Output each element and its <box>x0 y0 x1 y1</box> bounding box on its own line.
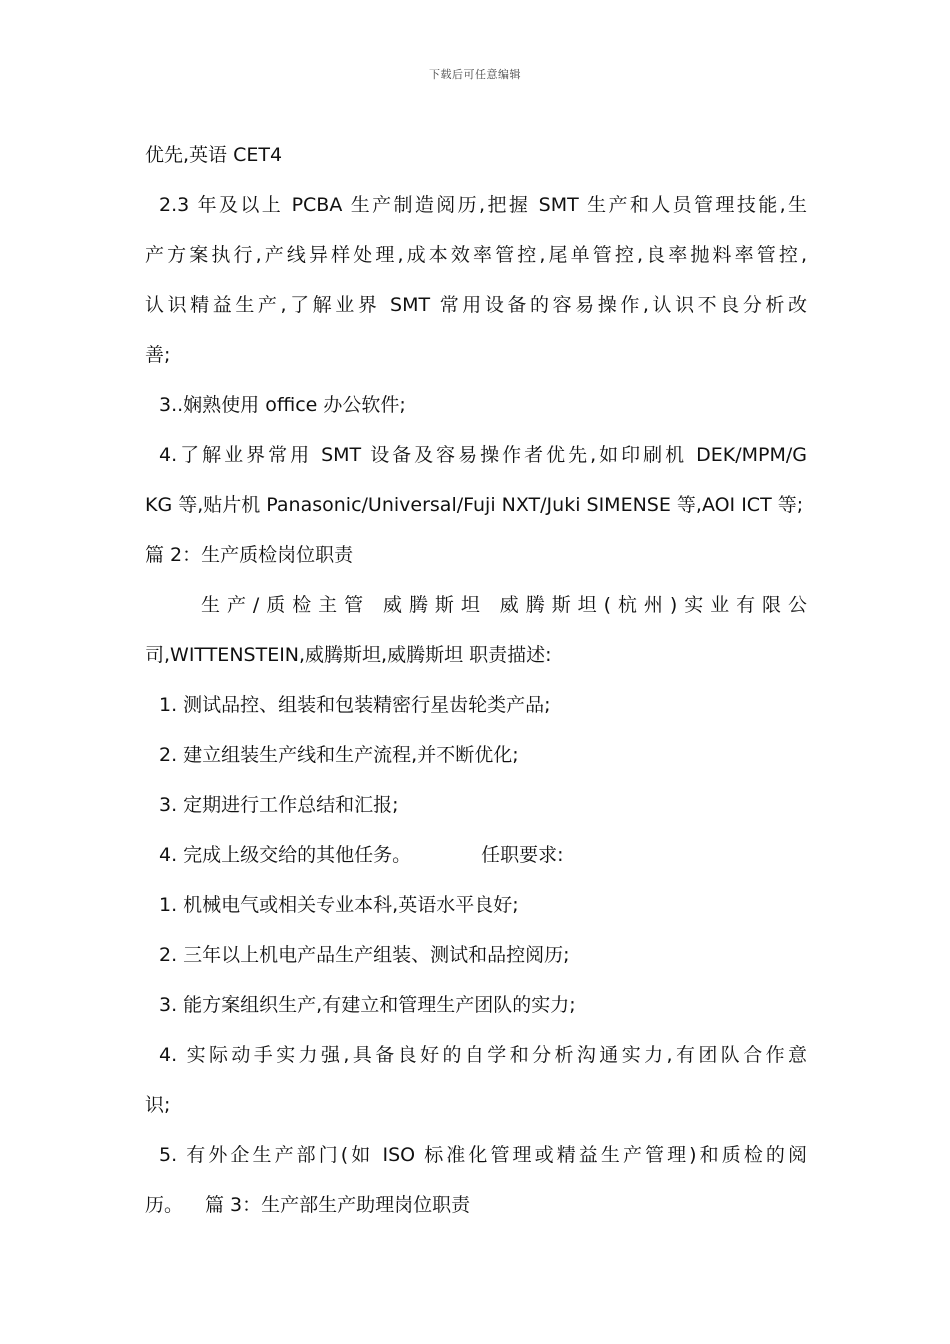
requirement-item-4: 4. 实际动手实力强,具备良好的自学和分析沟通实力,有团队合作意 <box>159 1044 807 1066</box>
text-line-3: 产方案执行,产线异样处理,成本效率管控,尾单管控,良率抛料率管控, <box>145 244 807 266</box>
text-line-4: 认识精益生产,了解业界 SMT 常用设备的容易操作,认识不良分析改 <box>145 294 807 316</box>
text-line-8: KG 等,贴片机 Panasonic/Universal/Fuji NXT/Juki SIMENSE 等,AOI ICT 等; <box>145 494 804 516</box>
requirement-item-1: 1. 机械电气或相关专业本科,英语水平良好; <box>159 894 519 916</box>
text-line-11: 司,WITTENSTEIN,威腾斯坦,威腾斯坦 职责描述: <box>145 644 552 666</box>
duty-item-1: 1. 测试品控、组装和包装精密行星齿轮类产品; <box>159 694 551 716</box>
requirement-item-2: 2. 三年以上机电产品生产组装、测试和品控阅历; <box>159 944 570 966</box>
text-line-5: 善; <box>145 344 171 366</box>
page-header: 下载后可任意编辑 <box>429 68 521 81</box>
duty-item-4-line <box>145 830 807 880</box>
requirement-item-4-cont: 识; <box>145 1094 171 1116</box>
duty-item-4: 4. 完成上级交给的其他任务。 <box>159 844 412 866</box>
duty-item-3: 3. 定期进行工作总结和汇报; <box>159 794 399 816</box>
requirement-item-3: 3. 能方案组织生产,有建立和管理生产团队的实力; <box>159 994 576 1016</box>
section-heading-3: 篇 3：生产部生产助理岗位职责 <box>205 1194 471 1216</box>
text-line-6: 3..娴熟使用 office 办公软件; <box>159 394 406 416</box>
text-line-2: 2.3 年及以上 PCBA 生产制造阅历,把握 SMT 生产和人员管理技能,生 <box>159 194 807 216</box>
text-line-1: 优先,英语 CET4 <box>145 144 283 166</box>
requirements-label: 任职要求: <box>481 844 564 866</box>
requirement-item-5: 5. 有外企生产部门(如 ISO 标准化管理或精益生产管理)和质检的阅 <box>159 1144 807 1166</box>
requirement-item-5-cont: 历。 <box>145 1194 184 1216</box>
text-line-7: 4.了解业界常用 SMT 设备及容易操作者优先,如印刷机 DEK/MPM/G <box>159 444 807 466</box>
text-line-10: 生产/质检主管 威腾斯坦 威腾斯坦(杭州)实业有限公 <box>201 594 807 616</box>
duty-item-2: 2. 建立组装生产线和生产流程,并不断优化; <box>159 744 519 766</box>
document-body <box>145 130 807 1230</box>
text-line-22 <box>145 1180 807 1230</box>
section-heading-2: 篇 2：生产质检岗位职责 <box>145 544 354 566</box>
